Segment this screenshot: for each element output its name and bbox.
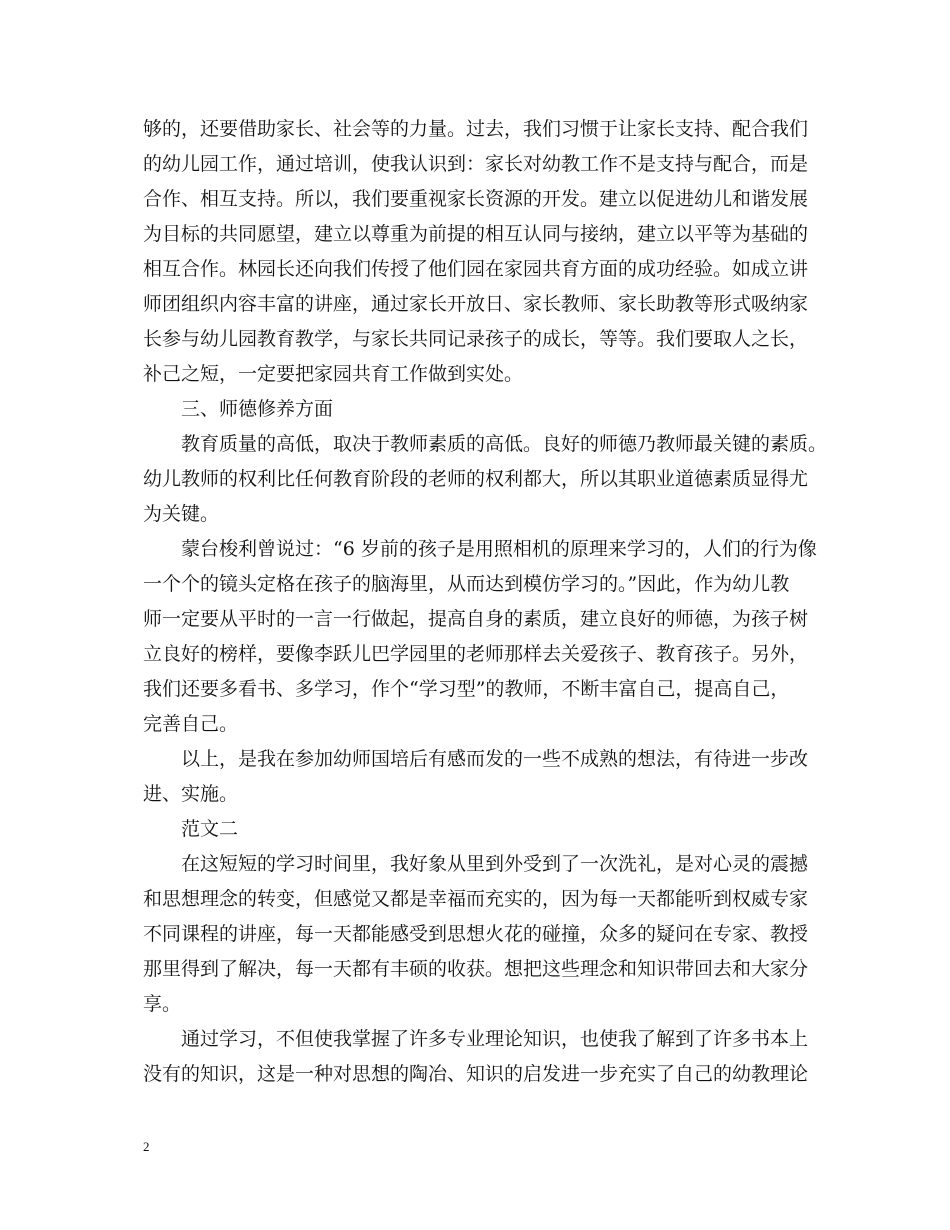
text-line: 不同课程的讲座，每一天都能感受到思想火花的碰撞，众多的疑问在专家、教授 [143,923,809,945]
text-line: 在这短短的学习时间里，我好象从里到外受到了一次洗礼，是对心灵的震撼 [181,853,809,875]
text-line: 以上，是我在参加幼师国培后有感而发的一些不成熟的想法，有待进一步改 [181,748,809,770]
text-line: 享。 [143,993,182,1015]
text-line: 完善自己。 [143,713,239,735]
text-line: 蒙台梭利曾说过：“6 岁前的孩子是用照相机的原理来学习的，人们的行为像 [181,538,817,560]
text-line: 补己之短，一定要把家园共育工作做到实处。 [143,363,524,385]
text-line: 和思想理念的转变，但感觉又都是幸福而充实的，因为每一天都能听到权威专家 [143,888,809,910]
text-line: 一个个的镜头定格在孩子的脑海里，从而达到模仿学习的。”因此，作为幼儿教 [143,573,790,595]
text-line: 立良好的榜样，要像李跃儿巴学园里的老师那样去关爱孩子、教育孩子。另外， [143,643,809,665]
text-line: 没有的知识，这是一种对思想的陶冶、知识的启发进一步充实了自己的幼教理论 [143,1063,809,1085]
page-number: 2 [143,1139,150,1154]
text-line: 那里得到了解决，每一天都有丰硕的收获。想把这些理念和知识带回去和大家分 [143,958,809,980]
text-line: 为关键。 [143,503,220,525]
text-line: 相互合作。林园长还向我们传授了他们园在家园共育方面的成功经验。如成立讲 [143,258,809,280]
text-line: 为目标的共同愿望，建立以尊重为前提的相互认同与接纳，建立以平等为基础的 [143,223,809,245]
text-line: 长参与幼儿园教育教学，与家长共同记录孩子的成长，等等。我们要取人之长， [143,328,809,350]
text-line: 合作、相互支持。所以，我们要重视家长资源的开发。建立以促进幼儿和谐发展 [143,188,809,210]
section-heading: 范文二 [181,818,239,840]
text-line: 幼儿教师的权利比任何教育阶段的老师的权利都大，所以其职业道德素质显得尤 [143,468,809,490]
text-line: 我们还要多看书、多学习，作个“学习型”的教师，不断丰富自己，提高自己， [143,678,790,700]
text-line: 师团组织内容丰富的讲座，通过家长开放日、家长教师、家长助教等形式吸纳家 [143,293,809,315]
text-line: 通过学习，不但使我掌握了许多专业理论知识，也使我了解到了许多书本上 [181,1028,809,1050]
text-line: 的幼儿园工作，通过培训，使我认识到：家长对幼教工作不是支持与配合，而是 [143,153,809,175]
text-line: 进、实施。 [143,783,239,805]
text-line: 师一定要从平时的一言一行做起，提高自身的素质，建立良好的师德，为孩子树 [143,608,809,630]
text-line: 够的，还要借助家长、社会等的力量。过去，我们习惯于让家长支持、配合我们 [143,118,809,140]
section-heading: 三、师德修养方面 [181,398,334,420]
text-line: 教育质量的高低，取决于教师素质的高低。良好的师德乃教师最关键的素质。 [181,433,828,455]
